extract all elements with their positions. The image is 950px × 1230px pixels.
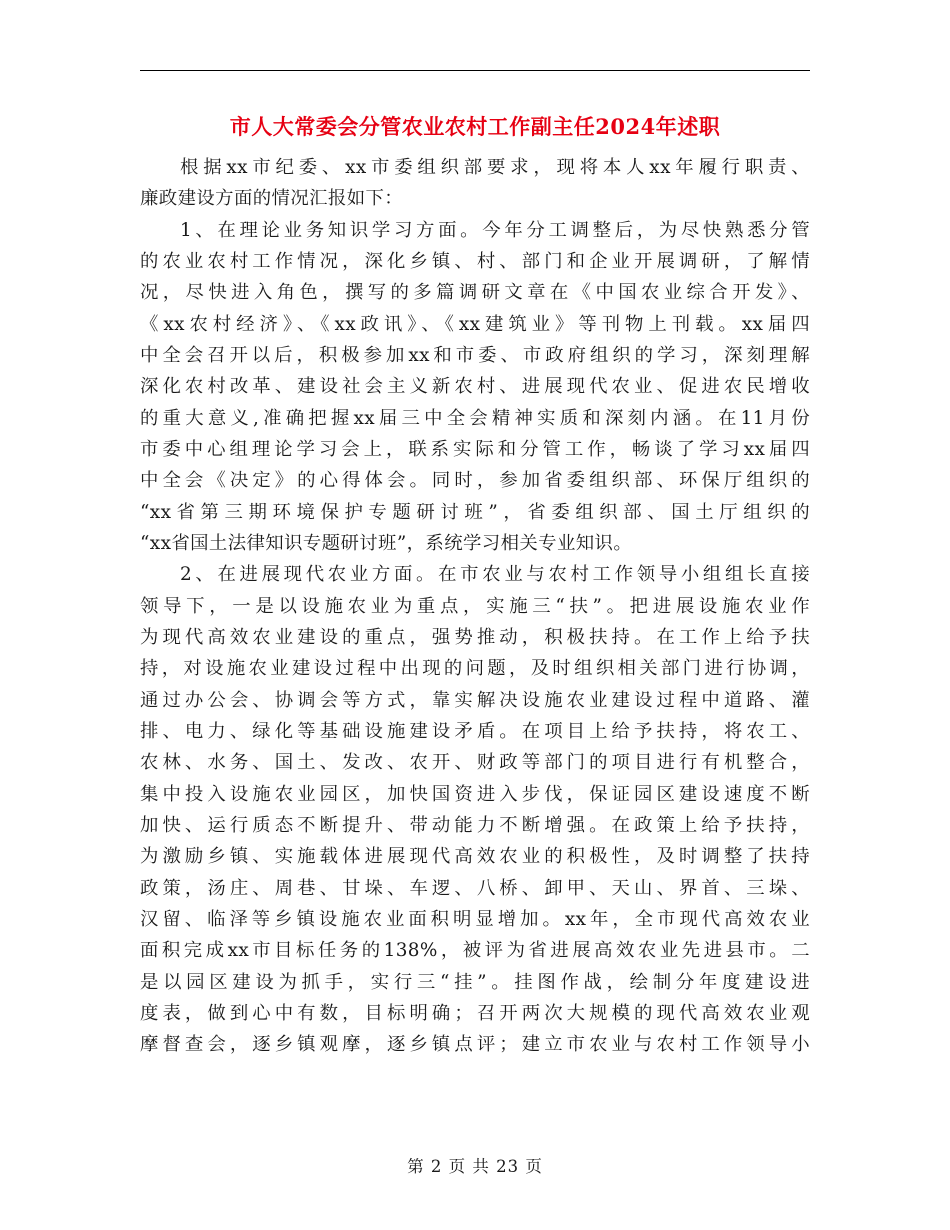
- body-line: 摩督查会，逐乡镇观摩，逐乡镇点评；建立市农业与农村工作领导小: [140, 1034, 810, 1056]
- body-line: 集中投入设施农业园区，加快国资进入步伐，保证园区建设速度不断: [140, 783, 810, 805]
- body-line: 排、电力、绿化等基础设施建设矛盾。在项目上给予扶持，将农工、: [140, 720, 810, 742]
- page-number-footer: 第 2 页 共 23 页: [407, 1157, 543, 1176]
- body-line: 廉政建设方面的情况汇报如下：: [140, 188, 404, 210]
- body-line: 通过办公会、协调会等方式，靠实解决设施农业建设过程中道路、灌: [140, 689, 810, 711]
- body-line: 持，对设施农业建设过程中出现的问题，及时组织相关部门进行协调，: [140, 658, 810, 680]
- body-line: “xx省第三期环境保护专题研讨班”，省委组织部、国土厅组织的: [140, 501, 810, 523]
- body-line: 是以园区建设为抓手，实行三“挂”。挂图作战，绘制分年度建设进: [140, 971, 810, 993]
- body-line: 汉留、临泽等乡镇设施农业面积明显增加。xx年，全市现代高效农业: [140, 908, 810, 930]
- body-line: 的重大意义,准确把握xx届三中全会精神实质和深刻内涵。在11月份: [140, 407, 810, 429]
- body-line: 况，尽快进入角色，撰写的多篇调研文章在《中国农业综合开发》、: [140, 282, 810, 304]
- body-line: 政策，汤庄、周巷、甘垛、车逻、八桥、卸甲、天山、界首、三垛、: [140, 877, 810, 899]
- body-line: 中全会召开以后，积极参加xx和市委、市政府组织的学习，深刻理解: [140, 344, 810, 366]
- body-line: 度表，做到心中有数，目标明确；召开两次大规模的现代高效农业观: [140, 1002, 810, 1024]
- body-line: 农林、水务、国土、发改、农开、财政等部门的项目进行有机整合，: [140, 752, 810, 774]
- body-line: 为激励乡镇、实施载体进展现代高效农业的积极性，及时调整了扶持: [140, 846, 810, 868]
- body-line: 中全会《决定》的心得体会。同时，参加省委组织部、环保厅组织的: [140, 470, 810, 492]
- body-line: “xx省国土法律知识专题研讨班”，系统学习相关专业知识。: [140, 532, 633, 554]
- body-line: 的农业农村工作情况，深化乡镇、村、部门和企业开展调研，了解情: [140, 250, 810, 272]
- body-line: 市委中心组理论学习会上，联系实际和分管工作，畅谈了学习xx届四: [140, 438, 810, 460]
- body-line: 为现代高效农业建设的重点，强势推动，积极扶持。在工作上给予扶: [140, 626, 810, 648]
- body-line: 加快、运行质态不断提升、带动能力不断增强。在政策上给予扶持，: [140, 814, 810, 836]
- body-line: 深化农村改革、建设社会主义新农村、进展现代农业、促进农民增收: [140, 376, 810, 398]
- body-line: 《xx农村经济》、《xx政讯》、《xx建筑业》等刊物上刊载。xx届四: [140, 313, 810, 335]
- header-rule: [140, 70, 810, 71]
- body-line: 1、在理论业务知识学习方面。今年分工调整后，为尽快熟悉分管: [180, 219, 810, 241]
- body-line: 根据xx市纪委、xx市委组织部要求，现将本人xx年履行职责、: [180, 157, 810, 178]
- body-line: 领导下，一是以设施农业为重点，实施三“扶”。把进展设施农业作: [140, 595, 810, 617]
- document-title: 市人大常委会分管农业农村工作副主任2024年述职: [229, 114, 721, 139]
- body-line: 2、在进展现代农业方面。在市农业与农村工作领导小组组长直接: [180, 564, 810, 586]
- document-body: [140, 152, 810, 1061]
- body-line: 面积完成xx市目标任务的138%，被评为省进展高效农业先进县市。二: [140, 940, 810, 962]
